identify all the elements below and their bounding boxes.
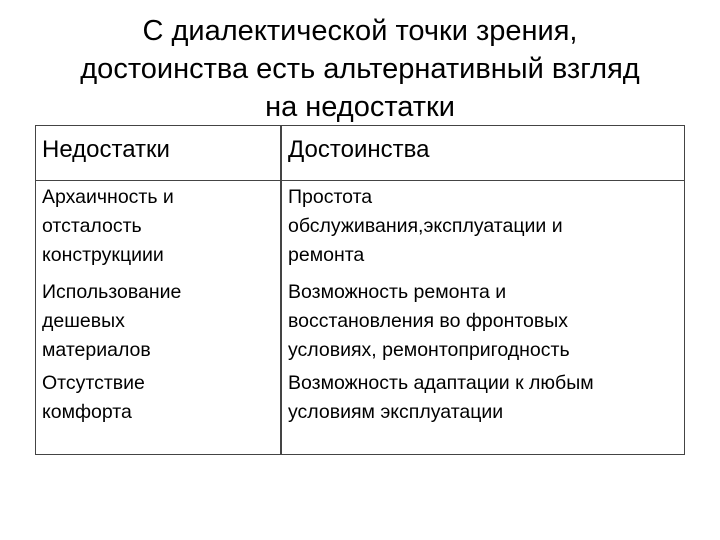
cell-line: обслуживания,эксплуатации и — [288, 215, 563, 237]
disadvantage-cell — [42, 183, 174, 270]
table-row — [36, 278, 684, 366]
cell-line: комфорта — [42, 401, 132, 423]
cell-line: условиям эксплуатации — [288, 401, 504, 423]
cell-line: дешевых — [42, 310, 125, 332]
comparison-table — [35, 125, 685, 455]
title-line: достоинства есть альтернативный взгляд — [80, 53, 640, 85]
advantage-cell — [288, 183, 563, 270]
title-line: С диалектической точки зрения, — [142, 15, 578, 47]
table-row — [36, 183, 684, 271]
cell-line: Использование — [42, 281, 182, 303]
title-line: на недостатки — [265, 91, 455, 123]
cell-line: конструкциии — [42, 244, 164, 266]
cell-line: ремонта — [288, 244, 365, 266]
cell-line: Возможность ремонта и — [288, 281, 507, 303]
cell-line: Возможность адаптации к любым — [288, 372, 594, 394]
cell-line: материалов — [42, 339, 151, 361]
cell-line: отсталость — [42, 215, 142, 237]
cell-line: Простота — [288, 186, 373, 208]
advantage-cell — [288, 369, 594, 427]
advantage-cell — [288, 278, 570, 365]
table-header-row — [36, 126, 684, 181]
cell-line: условиях, ремонтопригодность — [288, 339, 570, 361]
cell-line: Отсутствие — [42, 372, 145, 394]
header-advantages: Достоинства — [288, 136, 430, 163]
header-disadvantages: Недостатки — [42, 136, 170, 163]
cell-line: восстановления во фронтовых — [288, 310, 569, 332]
cell-line: Архаичность и — [42, 186, 174, 208]
table-row — [36, 369, 684, 439]
slide-title — [20, 12, 700, 126]
disadvantage-cell — [42, 278, 181, 365]
disadvantage-cell — [42, 369, 145, 427]
